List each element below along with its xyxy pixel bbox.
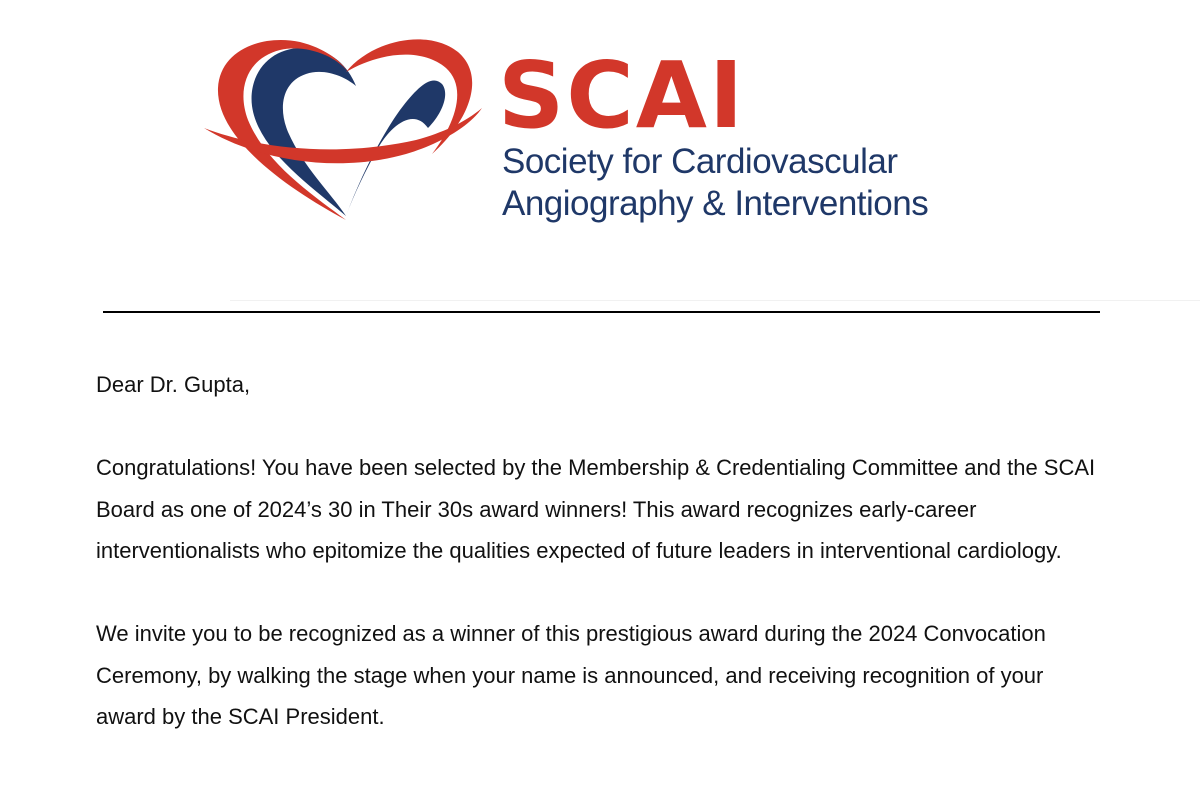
paragraph-congratulations: Congratulations! You have been selected by the Membership & Credentialing Committee and the SCAI Board as one of 2024’s 30 in Their 30s award winners! This award recognizes early-career interventionalists who epitomize the qualities expected of future leaders in interventional cardiology. [96, 455, 1096, 563]
faint-divider [230, 300, 1200, 301]
logo-acronym: SCAI [498, 42, 746, 149]
heart-swoosh-icon [196, 28, 486, 228]
logo-name-line-1: Society for Cardiovascular [502, 142, 898, 181]
letter-body [96, 364, 1146, 779]
header-separator-line [103, 311, 1100, 313]
paragraph-invitation: We invite you to be recognized as a winner of this prestigious award during the 2024 Convocation Ceremony, by walking the stage when your name is announced, and receiving recognition of your award by the SCAI President. [96, 621, 1046, 729]
logo-organization-name [502, 141, 928, 225]
scai-logo [196, 28, 1016, 238]
logo-name-line-2: Angiography & Interventions [502, 184, 929, 223]
salutation: Dear Dr. Gupta, [96, 372, 251, 397]
